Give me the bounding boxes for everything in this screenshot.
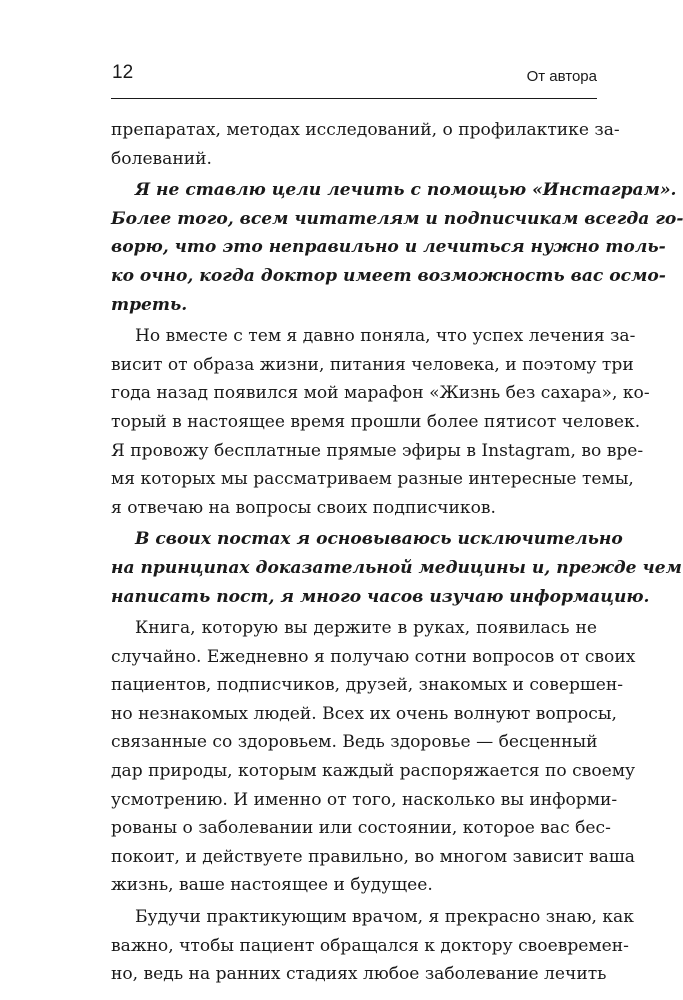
text-line: я отвечаю на вопросы своих подписчиков.	[111, 497, 496, 518]
text-line: ворю, что это неправильно и лечиться нужно толь-	[111, 237, 666, 258]
text-line: дар природы, которым каждый распоряжается по своему	[111, 761, 636, 782]
text-line: но незнакомых людей. Всех их очень волнуют вопросы,	[111, 703, 617, 724]
text-line: важно, чтобы пациент обращался к доктору своевремен-	[111, 935, 629, 956]
emphasized-paragraph	[111, 525, 682, 611]
text-line: но, ведь на ранних стадиях любое заболевание лечить	[111, 964, 607, 985]
text-line: торый в настоящее время прошли более пятисот человек.	[111, 411, 641, 432]
text-line: Более того, всем читателям и подписчикам всегда го-	[111, 208, 683, 229]
text-line: жизнь, ваше настоящее и будущее.	[111, 875, 433, 896]
paragraph	[111, 322, 650, 522]
paragraph	[111, 614, 636, 900]
text-line: Будучи практикующим врачом, я прекрасно знаю, как	[135, 907, 634, 928]
text-line: года назад появился мой марафон «Жизнь без сахара», ко-	[111, 383, 650, 404]
text-line: случайно. Ежедневно я получаю сотни вопросов от своих	[111, 646, 636, 667]
text-line: покоит, и действуете правильно, во многом зависит ваша	[111, 846, 635, 867]
page-header	[111, 58, 597, 99]
text-line: В своих постах я основываюсь исключительно	[135, 529, 623, 550]
emphasized-paragraph	[111, 176, 683, 319]
text-line: рованы о заболевании или состоянии, которое вас бес-	[111, 818, 611, 839]
text-line: Но вместе с тем я давно поняла, что успех лечения за-	[135, 326, 636, 347]
text-line: на принципах доказательной медицины и, прежде чем	[111, 557, 682, 578]
body-text	[111, 116, 683, 989]
text-line: Я провожу бесплатные прямые эфиры в Instagram, во вре-	[111, 440, 644, 461]
paragraph	[111, 116, 620, 173]
text-line: написать пост, я много часов изучаю информацию.	[111, 586, 650, 607]
text-line: треть.	[111, 294, 188, 315]
running-title: От автора	[526, 68, 597, 85]
text-line: мя которых мы рассматриваем разные интересные темы,	[111, 469, 634, 490]
text-line: висит от образа жизни, питания человека, и поэтому три	[111, 354, 634, 375]
text-line: пациентов, подписчиков, друзей, знакомых и совершен-	[111, 675, 624, 696]
text-line: болеваний.	[111, 148, 212, 169]
text-line: ко очно, когда доктор имеет возможность вас осмо-	[111, 265, 666, 286]
text-line: усмотрению. И именно от того, насколько вы информи-	[111, 789, 618, 810]
text-line: связанные со здоровьем. Ведь здоровье — бесценный	[111, 732, 598, 753]
text-line: Я не ставлю цели лечить с помощью «Инстаграм».	[135, 180, 677, 201]
paragraph	[111, 903, 634, 989]
page-number: 12	[112, 62, 134, 83]
text-line: препаратах, методах исследований, о профилактике за-	[111, 120, 620, 140]
text-line: Книга, которую вы держите в руках, появилась не	[135, 618, 597, 639]
